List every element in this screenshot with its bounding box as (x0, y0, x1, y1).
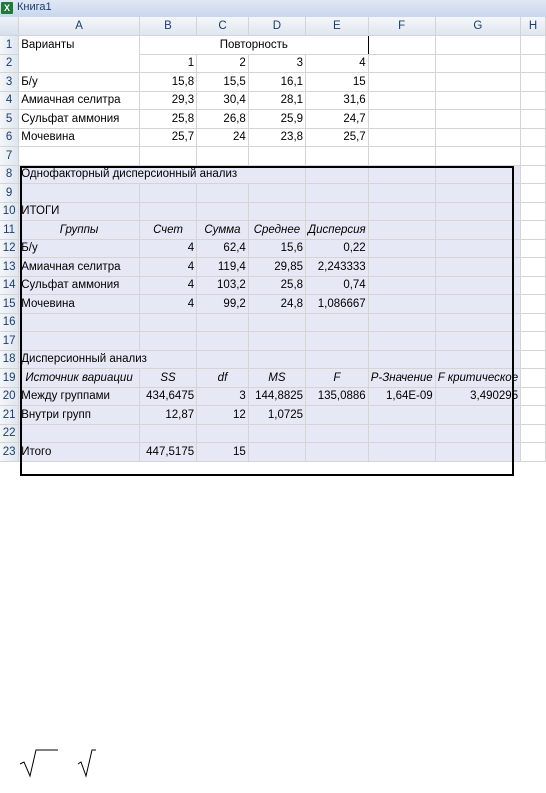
cell[interactable] (521, 258, 546, 277)
cell[interactable] (521, 110, 546, 129)
summary-value[interactable]: 29,85 (248, 258, 305, 277)
row-header[interactable]: 2 (0, 54, 19, 73)
summary-header[interactable]: Дисперсия (306, 221, 369, 240)
cell-value[interactable]: 25,7 (139, 128, 196, 147)
cell[interactable] (521, 350, 546, 369)
cell[interactable] (435, 165, 520, 184)
cell[interactable] (521, 165, 546, 184)
row-header[interactable]: 8 (0, 165, 19, 184)
column-header-d[interactable]: D (248, 17, 305, 36)
anova-header[interactable]: df (197, 369, 249, 388)
row-header[interactable]: 7 (0, 147, 19, 166)
cell[interactable] (368, 184, 435, 203)
row-header[interactable]: 21 (0, 406, 19, 425)
cell-variant-name[interactable]: Амиачная селитра (19, 91, 140, 110)
cell[interactable] (435, 128, 520, 147)
anova-value[interactable]: 3 (197, 387, 249, 406)
cell-rep-1[interactable]: 1 (139, 54, 196, 73)
row-header[interactable]: 17 (0, 332, 19, 351)
cell[interactable] (248, 332, 305, 351)
cell[interactable] (521, 332, 546, 351)
cell[interactable] (521, 54, 546, 73)
cell[interactable] (435, 110, 520, 129)
excel-icon: X (1, 2, 13, 14)
spreadsheet-grid[interactable] (0, 17, 546, 472)
row-header[interactable]: 19 (0, 369, 19, 388)
cell[interactable] (368, 54, 435, 73)
anova-header[interactable]: F критическое (435, 369, 520, 388)
column-header-e[interactable]: E (306, 17, 369, 36)
summary-group[interactable]: Сульфат аммония (19, 276, 140, 295)
cell-value[interactable]: 30,4 (197, 91, 249, 110)
row-header[interactable]: 3 (0, 73, 19, 92)
cell[interactable] (19, 147, 140, 166)
column-header-h[interactable]: H (521, 17, 546, 36)
summary-value[interactable]: 4 (139, 258, 196, 277)
cell-value[interactable]: 15 (306, 73, 369, 92)
cell[interactable] (306, 165, 369, 184)
cell[interactable] (139, 424, 196, 443)
row-header[interactable]: 5 (0, 110, 19, 129)
row-header[interactable]: 16 (0, 313, 19, 332)
summary-header[interactable]: Группы (19, 221, 140, 240)
cell[interactable] (435, 258, 520, 277)
cell[interactable] (248, 313, 305, 332)
row-header[interactable]: 12 (0, 239, 19, 258)
cell-variant-name[interactable]: Б/у (19, 73, 140, 92)
cell[interactable] (435, 332, 520, 351)
summary-value[interactable]: 62,4 (197, 239, 249, 258)
cell-repetition-label[interactable]: Повторность (139, 36, 368, 55)
sheet-table (0, 17, 546, 462)
anova-value[interactable]: 3,490295 (435, 387, 520, 406)
cell[interactable] (521, 184, 546, 203)
cell[interactable] (435, 36, 520, 55)
summary-value[interactable]: 25,8 (248, 276, 305, 295)
column-header-g[interactable]: G (435, 17, 520, 36)
row-header[interactable]: 1 (0, 36, 19, 55)
row-header[interactable]: 13 (0, 258, 19, 277)
cell[interactable] (435, 295, 520, 314)
row-header[interactable]: 11 (0, 221, 19, 240)
cell[interactable] (368, 147, 435, 166)
anova-section-label[interactable]: Дисперсионный анализ (19, 350, 197, 369)
cell-rep-2[interactable]: 2 (197, 54, 249, 73)
summary-value[interactable]: 4 (139, 295, 196, 314)
summary-group[interactable]: Мочевина (19, 295, 140, 314)
cell-value[interactable]: 15,5 (197, 73, 249, 92)
cell[interactable] (368, 239, 435, 258)
cell[interactable] (19, 313, 140, 332)
summary-group[interactable]: Б/у (19, 239, 140, 258)
cell-value[interactable]: 29,3 (139, 91, 196, 110)
row-header[interactable]: 20 (0, 387, 19, 406)
column-header-a[interactable]: A (19, 17, 140, 36)
cell-value[interactable]: 24 (197, 128, 249, 147)
cell[interactable] (521, 295, 546, 314)
row-header[interactable]: 9 (0, 184, 19, 203)
cell[interactable] (435, 313, 520, 332)
cell[interactable] (521, 424, 546, 443)
radical-sign-icon (20, 750, 58, 776)
window-titlebar (0, 0, 546, 18)
cell[interactable] (248, 350, 305, 369)
cell[interactable] (19, 424, 140, 443)
cell[interactable] (521, 276, 546, 295)
cell[interactable] (435, 91, 520, 110)
summary-value[interactable]: 2,243333 (306, 258, 369, 277)
anova-title[interactable]: Однофакторный дисперсионный анализ (19, 165, 306, 184)
row-header[interactable]: 15 (0, 295, 19, 314)
cell[interactable] (435, 202, 520, 221)
row-header[interactable]: 6 (0, 128, 19, 147)
cell[interactable] (368, 258, 435, 277)
cell[interactable] (368, 73, 435, 92)
cell[interactable] (248, 424, 305, 443)
select-all-corner[interactable] (0, 17, 19, 36)
anova-value[interactable]: 12 (197, 406, 249, 425)
anova-value[interactable]: 12,87 (139, 406, 196, 425)
cell[interactable] (521, 387, 546, 406)
cell[interactable] (248, 443, 305, 462)
row-header[interactable]: 23 (0, 443, 19, 462)
cell[interactable] (435, 424, 520, 443)
anova-value[interactable] (368, 406, 435, 425)
anova-value[interactable] (435, 406, 520, 425)
cell-value[interactable]: 31,6 (306, 91, 369, 110)
row-header[interactable]: 4 (0, 91, 19, 110)
summary-header[interactable]: Среднее (248, 221, 305, 240)
row-header[interactable]: 14 (0, 276, 19, 295)
cell[interactable] (306, 147, 369, 166)
anova-value[interactable]: 447,5175 (139, 443, 196, 462)
formula-fragment (18, 748, 108, 780)
radical-sign-icon (78, 750, 96, 776)
anova-header[interactable]: P-Значение (368, 369, 435, 388)
cell[interactable] (368, 36, 435, 55)
cell[interactable] (306, 202, 369, 221)
anova-source[interactable]: Между группами (19, 387, 140, 406)
cell[interactable] (197, 332, 249, 351)
cell[interactable] (435, 276, 520, 295)
summary-value[interactable]: 103,2 (197, 276, 249, 295)
cell-value[interactable]: 28,1 (248, 91, 305, 110)
cell[interactable] (306, 184, 369, 203)
cell[interactable] (139, 184, 196, 203)
cell[interactable] (368, 165, 435, 184)
cell[interactable] (521, 221, 546, 240)
anova-header[interactable]: SS (139, 369, 196, 388)
cell[interactable] (521, 202, 546, 221)
cell[interactable] (521, 36, 546, 55)
cell[interactable] (197, 350, 249, 369)
cell[interactable] (435, 239, 520, 258)
cell[interactable] (139, 147, 196, 166)
column-header-f[interactable]: F (368, 17, 435, 36)
summary-value[interactable]: 119,4 (197, 258, 249, 277)
summary-label[interactable]: ИТОГИ (19, 202, 140, 221)
cell[interactable] (521, 73, 546, 92)
cell[interactable] (521, 443, 546, 462)
cell[interactable] (435, 73, 520, 92)
anova-header[interactable]: Источник вариации (19, 369, 140, 388)
summary-value[interactable]: 0,74 (306, 276, 369, 295)
summary-value[interactable]: 24,8 (248, 295, 305, 314)
cell[interactable] (248, 147, 305, 166)
summary-header[interactable]: Счет (139, 221, 196, 240)
cell[interactable] (197, 424, 249, 443)
cell[interactable] (197, 147, 249, 166)
cell[interactable] (248, 184, 305, 203)
anova-source[interactable]: Внутри групп (19, 406, 140, 425)
summary-value[interactable]: 4 (139, 239, 196, 258)
cell[interactable] (19, 184, 140, 203)
anova-value[interactable]: 434,6475 (139, 387, 196, 406)
row-header[interactable]: 10 (0, 202, 19, 221)
cell-rep-3[interactable]: 3 (248, 54, 305, 73)
anova-header[interactable]: MS (248, 369, 305, 388)
cell[interactable] (139, 332, 196, 351)
cell[interactable] (139, 313, 196, 332)
cell[interactable] (521, 91, 546, 110)
cell[interactable] (435, 221, 520, 240)
cell[interactable] (435, 54, 520, 73)
cell-value[interactable]: 25,9 (248, 110, 305, 129)
cell[interactable] (368, 313, 435, 332)
anova-value[interactable] (306, 406, 369, 425)
cell-variant-name[interactable]: Сульфат аммония (19, 110, 140, 129)
cell-value[interactable]: 16,1 (248, 73, 305, 92)
cell[interactable] (368, 332, 435, 351)
anova-value[interactable]: 1,0725 (248, 406, 305, 425)
cell[interactable] (248, 202, 305, 221)
cell-value[interactable]: 25,7 (306, 128, 369, 147)
cell[interactable] (197, 202, 249, 221)
cell-value[interactable]: 15,8 (139, 73, 196, 92)
cell[interactable] (306, 443, 369, 462)
cell[interactable] (197, 313, 249, 332)
summary-header[interactable]: Сумма (197, 221, 249, 240)
cell[interactable] (368, 110, 435, 129)
summary-group[interactable]: Амиачная селитра (19, 258, 140, 277)
cell[interactable] (368, 276, 435, 295)
cell[interactable] (19, 332, 140, 351)
cell[interactable] (139, 202, 196, 221)
column-header-c[interactable]: C (197, 17, 249, 36)
cell-variants-label[interactable]: Варианты (19, 36, 140, 55)
cell[interactable] (306, 350, 369, 369)
cell-variant-name[interactable]: Мочевина (19, 128, 140, 147)
cell[interactable] (521, 147, 546, 166)
cell[interactable] (368, 128, 435, 147)
cell[interactable] (368, 424, 435, 443)
anova-header[interactable]: F (306, 369, 369, 388)
cell[interactable] (435, 350, 520, 369)
summary-value[interactable]: 4 (139, 276, 196, 295)
cell-value[interactable]: 24,7 (306, 110, 369, 129)
cell[interactable] (19, 54, 140, 73)
cell[interactable] (368, 202, 435, 221)
cell[interactable] (306, 332, 369, 351)
window-title: Книга1 (17, 1, 52, 13)
cell[interactable] (368, 350, 435, 369)
cell-value[interactable]: 25,8 (139, 110, 196, 129)
cell-rep-4[interactable]: 4 (306, 54, 369, 73)
cell[interactable] (368, 295, 435, 314)
cell-value[interactable]: 23,8 (248, 128, 305, 147)
anova-value[interactable]: 15 (197, 443, 249, 462)
anova-value[interactable]: 144,8825 (248, 387, 305, 406)
cell[interactable] (435, 184, 520, 203)
anova-value[interactable]: 135,0886 (306, 387, 369, 406)
cell[interactable] (521, 369, 546, 388)
cell[interactable] (306, 424, 369, 443)
row-header[interactable]: 22 (0, 424, 19, 443)
cell[interactable] (521, 128, 546, 147)
cell[interactable] (306, 313, 369, 332)
cell[interactable] (368, 91, 435, 110)
anova-value[interactable]: 1,64E-09 (368, 387, 435, 406)
summary-value[interactable]: 1,086667 (306, 295, 369, 314)
cell[interactable] (197, 184, 249, 203)
column-header-b[interactable]: B (139, 17, 196, 36)
cell[interactable] (521, 406, 546, 425)
summary-value[interactable]: 99,2 (197, 295, 249, 314)
summary-value[interactable]: 15,6 (248, 239, 305, 258)
cell-value[interactable]: 26,8 (197, 110, 249, 129)
cell[interactable] (435, 147, 520, 166)
cell[interactable] (435, 443, 520, 462)
cell[interactable] (521, 313, 546, 332)
cell[interactable] (368, 443, 435, 462)
summary-value[interactable]: 0,22 (306, 239, 369, 258)
anova-source[interactable]: Итого (19, 443, 140, 462)
row-header[interactable]: 18 (0, 350, 19, 369)
cell[interactable] (368, 221, 435, 240)
cell[interactable] (521, 239, 546, 258)
